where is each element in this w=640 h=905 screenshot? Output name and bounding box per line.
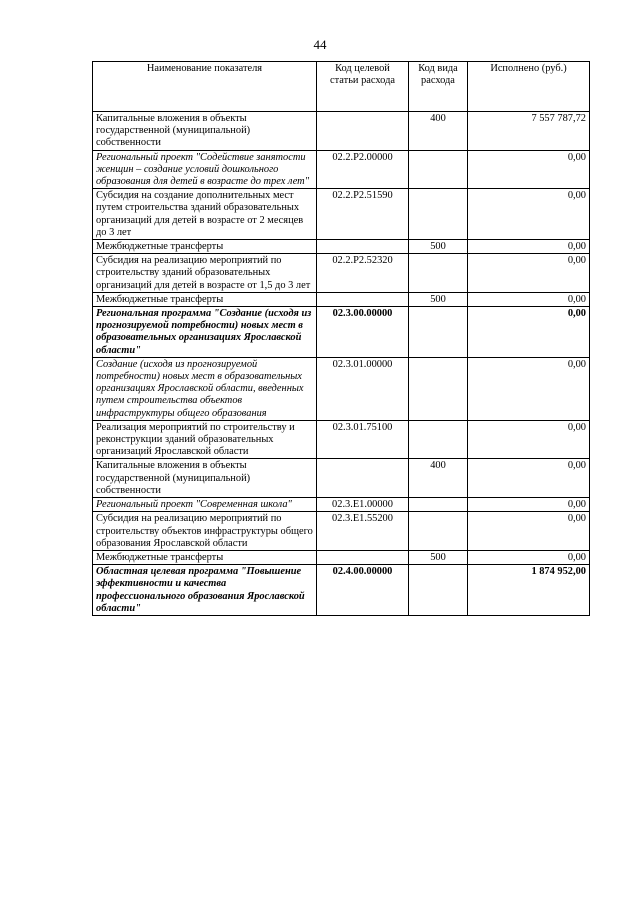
table-row <box>93 112 590 151</box>
row-name: Межбюджетные трансферты <box>93 292 317 306</box>
row-name: Реализация мероприятий по строительству и реконструкции зданий образовательных организаций Ярославской области <box>93 420 317 459</box>
row-amount: 0,00 <box>468 512 590 551</box>
table-row <box>93 292 590 306</box>
row-expense-type <box>409 254 468 293</box>
row-expense-type: 400 <box>409 459 468 498</box>
row-target-code: 02.2.P2.52320 <box>317 254 409 293</box>
table-row <box>93 459 590 498</box>
row-target-code <box>317 459 409 498</box>
row-expense-type: 400 <box>409 112 468 151</box>
row-target-code: 02.3.E1.00000 <box>317 498 409 512</box>
row-name: Капитальные вложения в объекты государственной (муниципальной) собственности <box>93 112 317 151</box>
row-name: Региональный проект "Современная школа" <box>93 498 317 512</box>
row-target-code: 02.4.00.00000 <box>317 565 409 616</box>
row-target-code <box>317 292 409 306</box>
row-target-code: 02.3.01.00000 <box>317 357 409 420</box>
budget-execution-table <box>92 61 590 616</box>
table-header-row <box>93 62 590 112</box>
row-name: Создание (исходя из прогнозируемой потребности) новых мест в образовательных организациях Ярославской области, введенных путем строительства объектов инфраструктуры общего образования <box>93 357 317 420</box>
row-expense-type: 500 <box>409 292 468 306</box>
row-name: Областная целевая программа "Повышение эффективности и качества профессионального образования Ярославской области" <box>93 565 317 616</box>
row-amount: 0,00 <box>468 550 590 564</box>
column-header-executed: Исполнено (руб.) <box>468 62 590 112</box>
row-name: Субсидия на создание дополнительных мест путем строительства зданий образовательных организаций для детей в возрасте от 2 месяцев до 3 лет <box>93 189 317 240</box>
row-amount: 0,00 <box>468 357 590 420</box>
row-target-code <box>317 112 409 151</box>
row-amount: 0,00 <box>468 292 590 306</box>
row-name: Субсидия на реализацию мероприятий по строительству зданий образовательных организаций для детей в возрасте от 1,5 до 3 лет <box>93 254 317 293</box>
row-target-code: 02.2.P2.51590 <box>317 189 409 240</box>
row-amount: 0,00 <box>468 307 590 358</box>
row-amount: 1 874 952,00 <box>468 565 590 616</box>
table-row <box>93 550 590 564</box>
row-name: Субсидия на реализацию мероприятий по строительству объектов инфраструктуры общего образования Ярославской области <box>93 512 317 551</box>
row-name: Капитальные вложения в объекты государственной (муниципальной) собственности <box>93 459 317 498</box>
row-amount: 0,00 <box>468 150 590 189</box>
table-row <box>93 307 590 358</box>
row-target-code: 02.2.P2.00000 <box>317 150 409 189</box>
table-row <box>93 565 590 616</box>
row-expense-type <box>409 512 468 551</box>
table-row <box>93 254 590 293</box>
column-header-target-code: Код целевой статьи расхода <box>317 62 409 112</box>
row-amount: 7 557 787,72 <box>468 112 590 151</box>
row-target-code: 02.3.00.00000 <box>317 307 409 358</box>
column-header-expense-type: Код вида расхода <box>409 62 468 112</box>
row-expense-type <box>409 498 468 512</box>
row-amount: 0,00 <box>468 254 590 293</box>
row-name: Межбюджетные трансферты <box>93 550 317 564</box>
row-target-code <box>317 550 409 564</box>
row-amount: 0,00 <box>468 459 590 498</box>
row-amount: 0,00 <box>468 240 590 254</box>
table-row <box>93 189 590 240</box>
row-expense-type: 500 <box>409 240 468 254</box>
row-expense-type <box>409 307 468 358</box>
row-target-code <box>317 240 409 254</box>
row-amount: 0,00 <box>468 189 590 240</box>
table-row <box>93 498 590 512</box>
row-amount: 0,00 <box>468 498 590 512</box>
row-expense-type <box>409 150 468 189</box>
row-name: Региональная программа "Создание (исходя из прогнозируемой потребности) новых мест в образовательных организациях Ярославской области" <box>93 307 317 358</box>
row-expense-type <box>409 565 468 616</box>
row-target-code: 02.3.E1.55200 <box>317 512 409 551</box>
row-expense-type <box>409 357 468 420</box>
table-row <box>93 512 590 551</box>
table-row <box>93 150 590 189</box>
page-number: 44 <box>313 37 327 52</box>
column-header-name: Наименование показателя <box>93 62 317 112</box>
row-name: Межбюджетные трансферты <box>93 240 317 254</box>
row-expense-type <box>409 420 468 459</box>
row-expense-type: 500 <box>409 550 468 564</box>
table-row <box>93 240 590 254</box>
row-amount: 0,00 <box>468 420 590 459</box>
table-row <box>93 420 590 459</box>
row-target-code: 02.3.01.75100 <box>317 420 409 459</box>
row-name: Региональный проект "Содействие занятости женщин – создание условий дошкольного образования для детей в возрасте до трех лет" <box>93 150 317 189</box>
row-expense-type <box>409 189 468 240</box>
table-row <box>93 357 590 420</box>
